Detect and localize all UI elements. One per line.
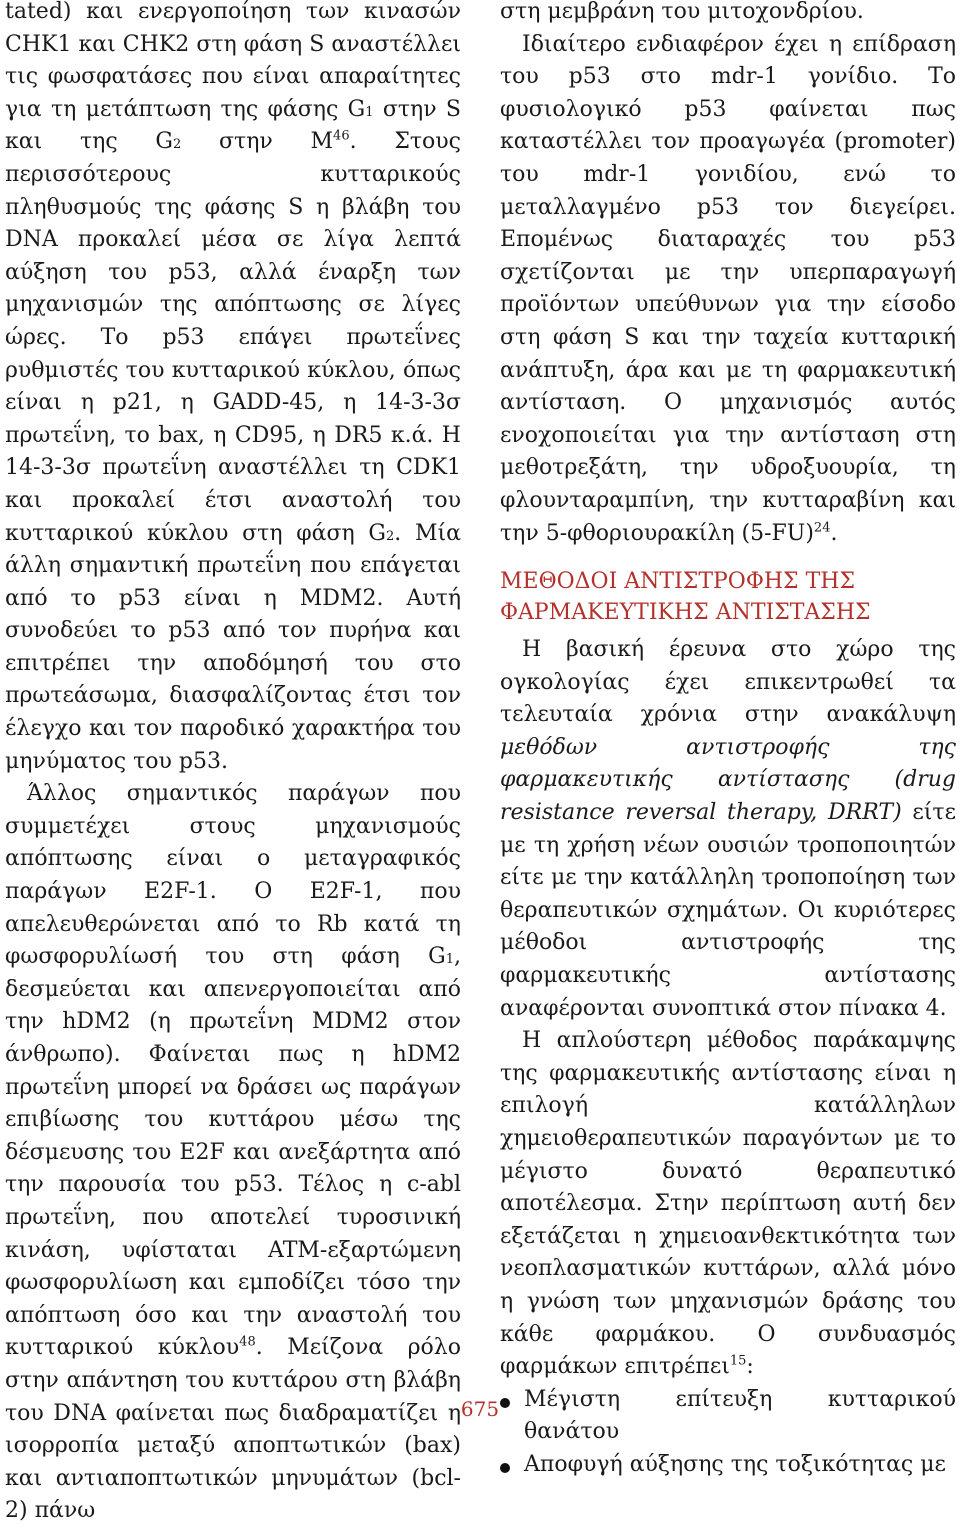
- bullet-icon: [500, 1463, 510, 1473]
- left-column: [5, 0, 461, 1528]
- paragraph-mitochondria: στη μεμβράνη του μιτοχονδρίου.: [500, 0, 864, 24]
- reference-46: 46: [333, 129, 350, 145]
- drrt-term: μεθόδων αντιστροφής της φαρμακευτικής αντίστασης (drug resistance reversal therapy, DRRT): [500, 734, 956, 826]
- paragraph-bypass: Η απλούστερη μέθοδος παράκαμψης της φαρμακευτικής αντίστασης είναι η επιλογή κατάλληλων χημειοθεραπευτικών παραγόντων με το μέγιστο δυνατό θεραπευτικό αποτέλεσμα. Στην περίπτωση αυτή δεν εξετάζεται η χημειοανθεκτικότητα των νεοπλασματικών κυττάρων, αλλά μόνο η γνώση των μηχανισμών δράσης του κάθε φαρμάκου. Ο συνδυασμός φαρμάκων επιτρέπει$^{15}$:: [500, 1028, 956, 1380]
- section-heading: ΜΕΘΟΔΟΙ ΑΝΤΙΣΤΡΟΦΗΣ ΤΗΣ ΦΑΡΜΑΚΕΥΤΙΚΗΣ ΑΝΤΙΣΤΑΣΗΣ: [500, 569, 871, 626]
- paragraph-drrt: Η βασική έρευνα στο χώρο της ογκολογίας έχει επικεντρωθεί τα τελευταία χρόνια στην ανακάλυψη μεθόδων αντιστροφής της φαρμακευτικής αντίστασης (drug resistance reversal therapy, DRRT) είτε με τη χρήση νέων ουσιών τροποποιητών είτε με την κατάλληλη τροποποίηση των θεραπευτικών σχημάτων. Οι κυριότερες μέθοδοι αντιστροφής της φαρμακευτικής αντίστασης αναφέρονται συνοπτικά στον πίνακα 4.: [500, 637, 956, 1021]
- reference-15: 15: [729, 1353, 747, 1369]
- list-item: Μέγιστη επίτευξη κυτταρικού θανάτου: [500, 1384, 956, 1449]
- reference-48: 48: [239, 1335, 256, 1351]
- list-item: Αποφυγή αύξησης της τοξικότητας με: [500, 1449, 956, 1482]
- right-column: [500, 0, 956, 1482]
- page-number: 675: [460, 1397, 500, 1421]
- bullet-list: [500, 1384, 956, 1482]
- paragraph-mdr1: Ιδιαίτερο ενδιαφέρον έχει η επίδραση του p53 στο mdr-1 γονίδιο. Το φυσιολογικό p53 φαίνεται πως καταστέλλει τον προαγωγέα (promoter) του mdr-1 γονιδίου, ενώ το μεταλλαγμένο p53 τον διεγείρει. Επομένως διαταραχές του p53 σχετίζονται με την υπερπαραγωγή προϊόντων υπεύθυνων για την είσοδο στη φάση S και την ταχεία κυτταρική ανάπτυξη, άρα και με τη φαρμακευτική αντίσταση. Ο μηχανισμός αυτός ενοχοποιείται για την αντίσταση στη μεθοτρεξάτη, την υδροξυουρία, τη φλουνταραμπίνη, την κυτταραβίνη και την 5-φθοριουρακίλη $(5-FU)^{24}$.: [500, 31, 956, 546]
- paragraph-e2f1: Άλλος σημαντικός παράγων που συμμετέχει στους μηχανισμούς απόπτωσης είναι ο μεταγραφικός παράγων E2F-1. Ο E2F-1, που απελευθερώνεται από το Rb κατά τη φωσφορυλίωσή του στη φάση G1, δεσμεύεται και απενεργοποιείται από την hDM2 (η πρωτεΐνη MDM2 στον άνθρωπο). Φαίνεται πως η hDM2 πρωτεΐνη μπορεί να δράσει ως παράγων επιβίωσης του κυττάρου μέσω της δέσμευσης του E2F και ανεξάρτητα από την παρουσία του p53. Τέλος η c-abl πρωτεΐνη, που αποτελεί τυροσινική κινάση, υφίσταται ATM-εξαρτώμενη φωσφορυλίωση και εμποδίζει τόσο την απόπτωση όσο και την αναστολή του κυτταρικού κύκλου$^{48}$. Μείζονα ρόλο στην απάντηση του κυττάρου στη βλάβη του DNA φαίνεται πως διαδραματίζει η ισορροπία μεταξύ αποπτωτικών (bax) και αντιαποπτωτικών μηνυμάτων (bcl-2) πάνω: [5, 781, 461, 1524]
- paragraph-cell-cycle: tated) και ενεργοποίηση των κινασών CHK1 και CHK2 στη φάση S αναστέλλει τις φωσφατάσες που είναι απαραίτητες για τη μετάπτωση της φάσης G1 στην S και της G2 στην $M^{46}$. Στους περισσότερους κυτταρικούς πληθυσμούς της φάσης S η βλάβη του DNA προκαλεί μέσα σε λίγα λεπτά αύξηση του p53, αλλά έναρξη των μηχανισμών της απόπτωσης σε λίγες ώρες. Το p53 επάγει πρωτεΐνες ρυθμιστές του κυτταρικού κύκλου, όπως είναι η p21, η GADD-45, η 14-3-3σ πρωτεΐνη, το bax, η CD95, η DR5 κ.ά. Η 14-3-3σ πρωτεΐνη αναστέλλει τη CDK1 και προκαλεί έτσι αναστολή του κυτταρικού κύκλου στη φάση G2. Μία άλλη σημαντική πρωτεΐνη που επάγεται από το p53 είναι η MDM2. Αυτή συνοδεύει το p53 από τον πυρήνα και επιτρέπει την αποδόμησή του στο πρωτεάσωμα, διασφαλίζοντας έτσι τον έλεγχο και τον παροδικό χαρακτήρα του μηνύματος του p53.: [5, 0, 462, 774]
- reference-24: 24: [813, 520, 831, 536]
